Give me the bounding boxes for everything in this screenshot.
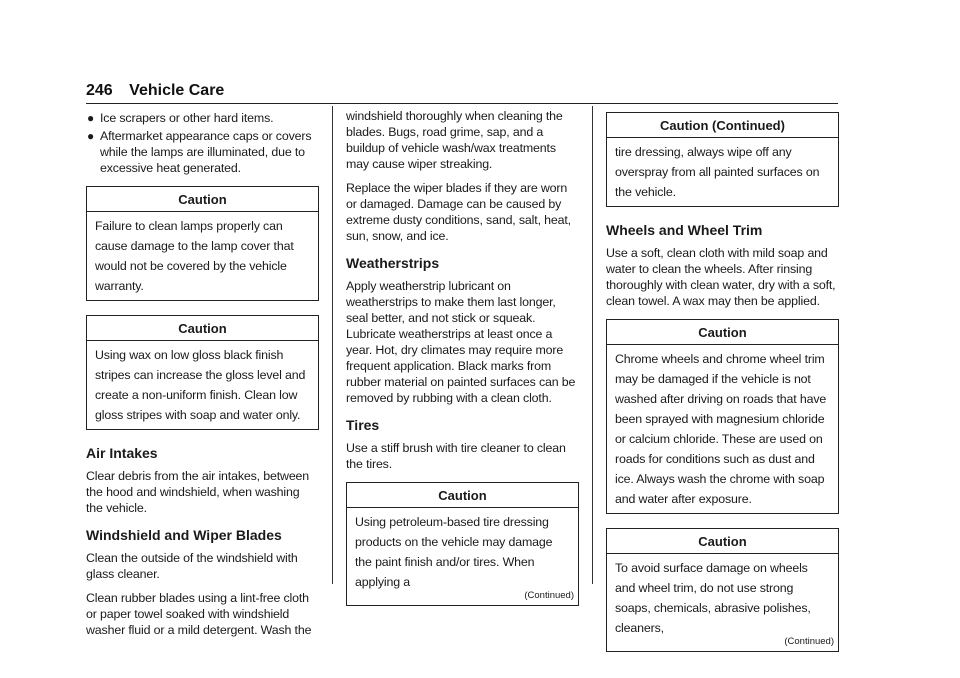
column-1 [86, 104, 319, 646]
column-3 [606, 104, 839, 666]
caution-body: Using wax on low gloss black finish stripes can increase the gloss level and create a non-uniform finish. Clean low gloss stripes with soap and water only. [95, 348, 306, 422]
heading-tires: Tires [346, 417, 380, 433]
bullet-list [86, 110, 319, 176]
caution-body: tire dressing, always wipe off any overspray from all painted surfaces on the vehicle. [615, 145, 820, 199]
caution-title: Caution [347, 483, 578, 508]
paragraph: Apply weatherstrip lubricant on weatherstrips to make them last longer, seal better, and not stick or squeak. Lubricate weatherstrips at least once a year. Hot, dry climates may require more frequent application. Black marks from rubber material on painted surfaces can be removed by rubbing with a clean cloth. [346, 279, 576, 405]
paragraph: Replace the wiper blades if they are worn or damaged. Damage can be caused by extreme dusty conditions, sand, salt, heat, sun, snow, and ice. [346, 181, 571, 243]
page-number: 246 [86, 82, 113, 99]
bullet-icon: ● [87, 129, 95, 143]
continued-label: (Continued) [784, 636, 834, 647]
caution-box-wheel-trim [606, 528, 839, 652]
caution-box-tire-dressing [346, 482, 579, 606]
caution-body: Using petroleum-based tire dressing products on the vehicle may damage the paint finish and/or tires. When applying a [355, 515, 553, 589]
list-item: ● Aftermarket appearance caps or covers while the lamps are illuminated, due to excessive heat generated. [87, 129, 312, 175]
heading-weatherstrips: Weatherstrips [346, 255, 440, 271]
heading-wheels: Wheels and Wheel Trim [606, 222, 763, 238]
continued-label: (Continued) [524, 590, 574, 601]
caution-title: Caution [87, 316, 318, 341]
heading-air-intakes: Air Intakes [86, 445, 158, 461]
column-2 [346, 104, 579, 620]
caution-title: Caution [607, 529, 838, 554]
paragraph: Clear debris from the air intakes, between the hood and windshield, when washing the vehicle. [86, 469, 310, 515]
paragraph: Use a stiff brush with tire cleaner to clean the tires. [346, 441, 566, 471]
caution-title: Caution [87, 187, 318, 212]
paragraph: windshield thoroughly when cleaning the blades. Bugs, road grime, sap, and a buildup of vehicle wash/wax treatments may cause wiper streaking. [346, 109, 563, 171]
caution-body: Failure to clean lamps properly can cause damage to the lamp cover that would not be covered by the vehicle warranty. [95, 219, 294, 293]
caution-body: Chrome wheels and chrome wheel trim may be damaged if the vehicle is not washed after driving on roads that have been sprayed with magnesium chloride or calcium chloride. These are used on roads for conditions such as dust and ice. Always wash the chrome with soap and water after exposure. [615, 352, 827, 506]
caution-title: Caution [607, 320, 838, 345]
caution-title: Caution (Continued) [607, 113, 838, 138]
list-item: ● Ice scrapers or other hard items. [87, 111, 274, 125]
bullet-icon: ● [87, 111, 95, 125]
page-header [86, 82, 224, 104]
column-divider-2 [592, 106, 593, 584]
caution-box-continued [606, 112, 839, 207]
caution-body: To avoid surface damage on wheels and wheel trim, do not use strong soaps, chemicals, abrasive polishes, cleaners, [615, 561, 811, 635]
caution-box-lamps [86, 186, 319, 301]
paragraph: Use a soft, clean cloth with mild soap and water to clean the wheels. After rinsing thoroughly with clean water, dry with a soft, clean towel. A wax may then be applied. [606, 246, 836, 308]
paragraph: Clean rubber blades using a lint-free cloth or paper towel soaked with windshield washer fluid or a mild detergent. Wash the [86, 591, 312, 637]
section-title: Vehicle Care [129, 82, 225, 99]
caution-box-chrome-wheels [606, 319, 839, 514]
caution-box-wax [86, 315, 319, 430]
paragraph: Clean the outside of the windshield with glass cleaner. [86, 551, 298, 581]
column-divider-1 [332, 106, 333, 584]
heading-windshield: Windshield and Wiper Blades [86, 527, 282, 543]
